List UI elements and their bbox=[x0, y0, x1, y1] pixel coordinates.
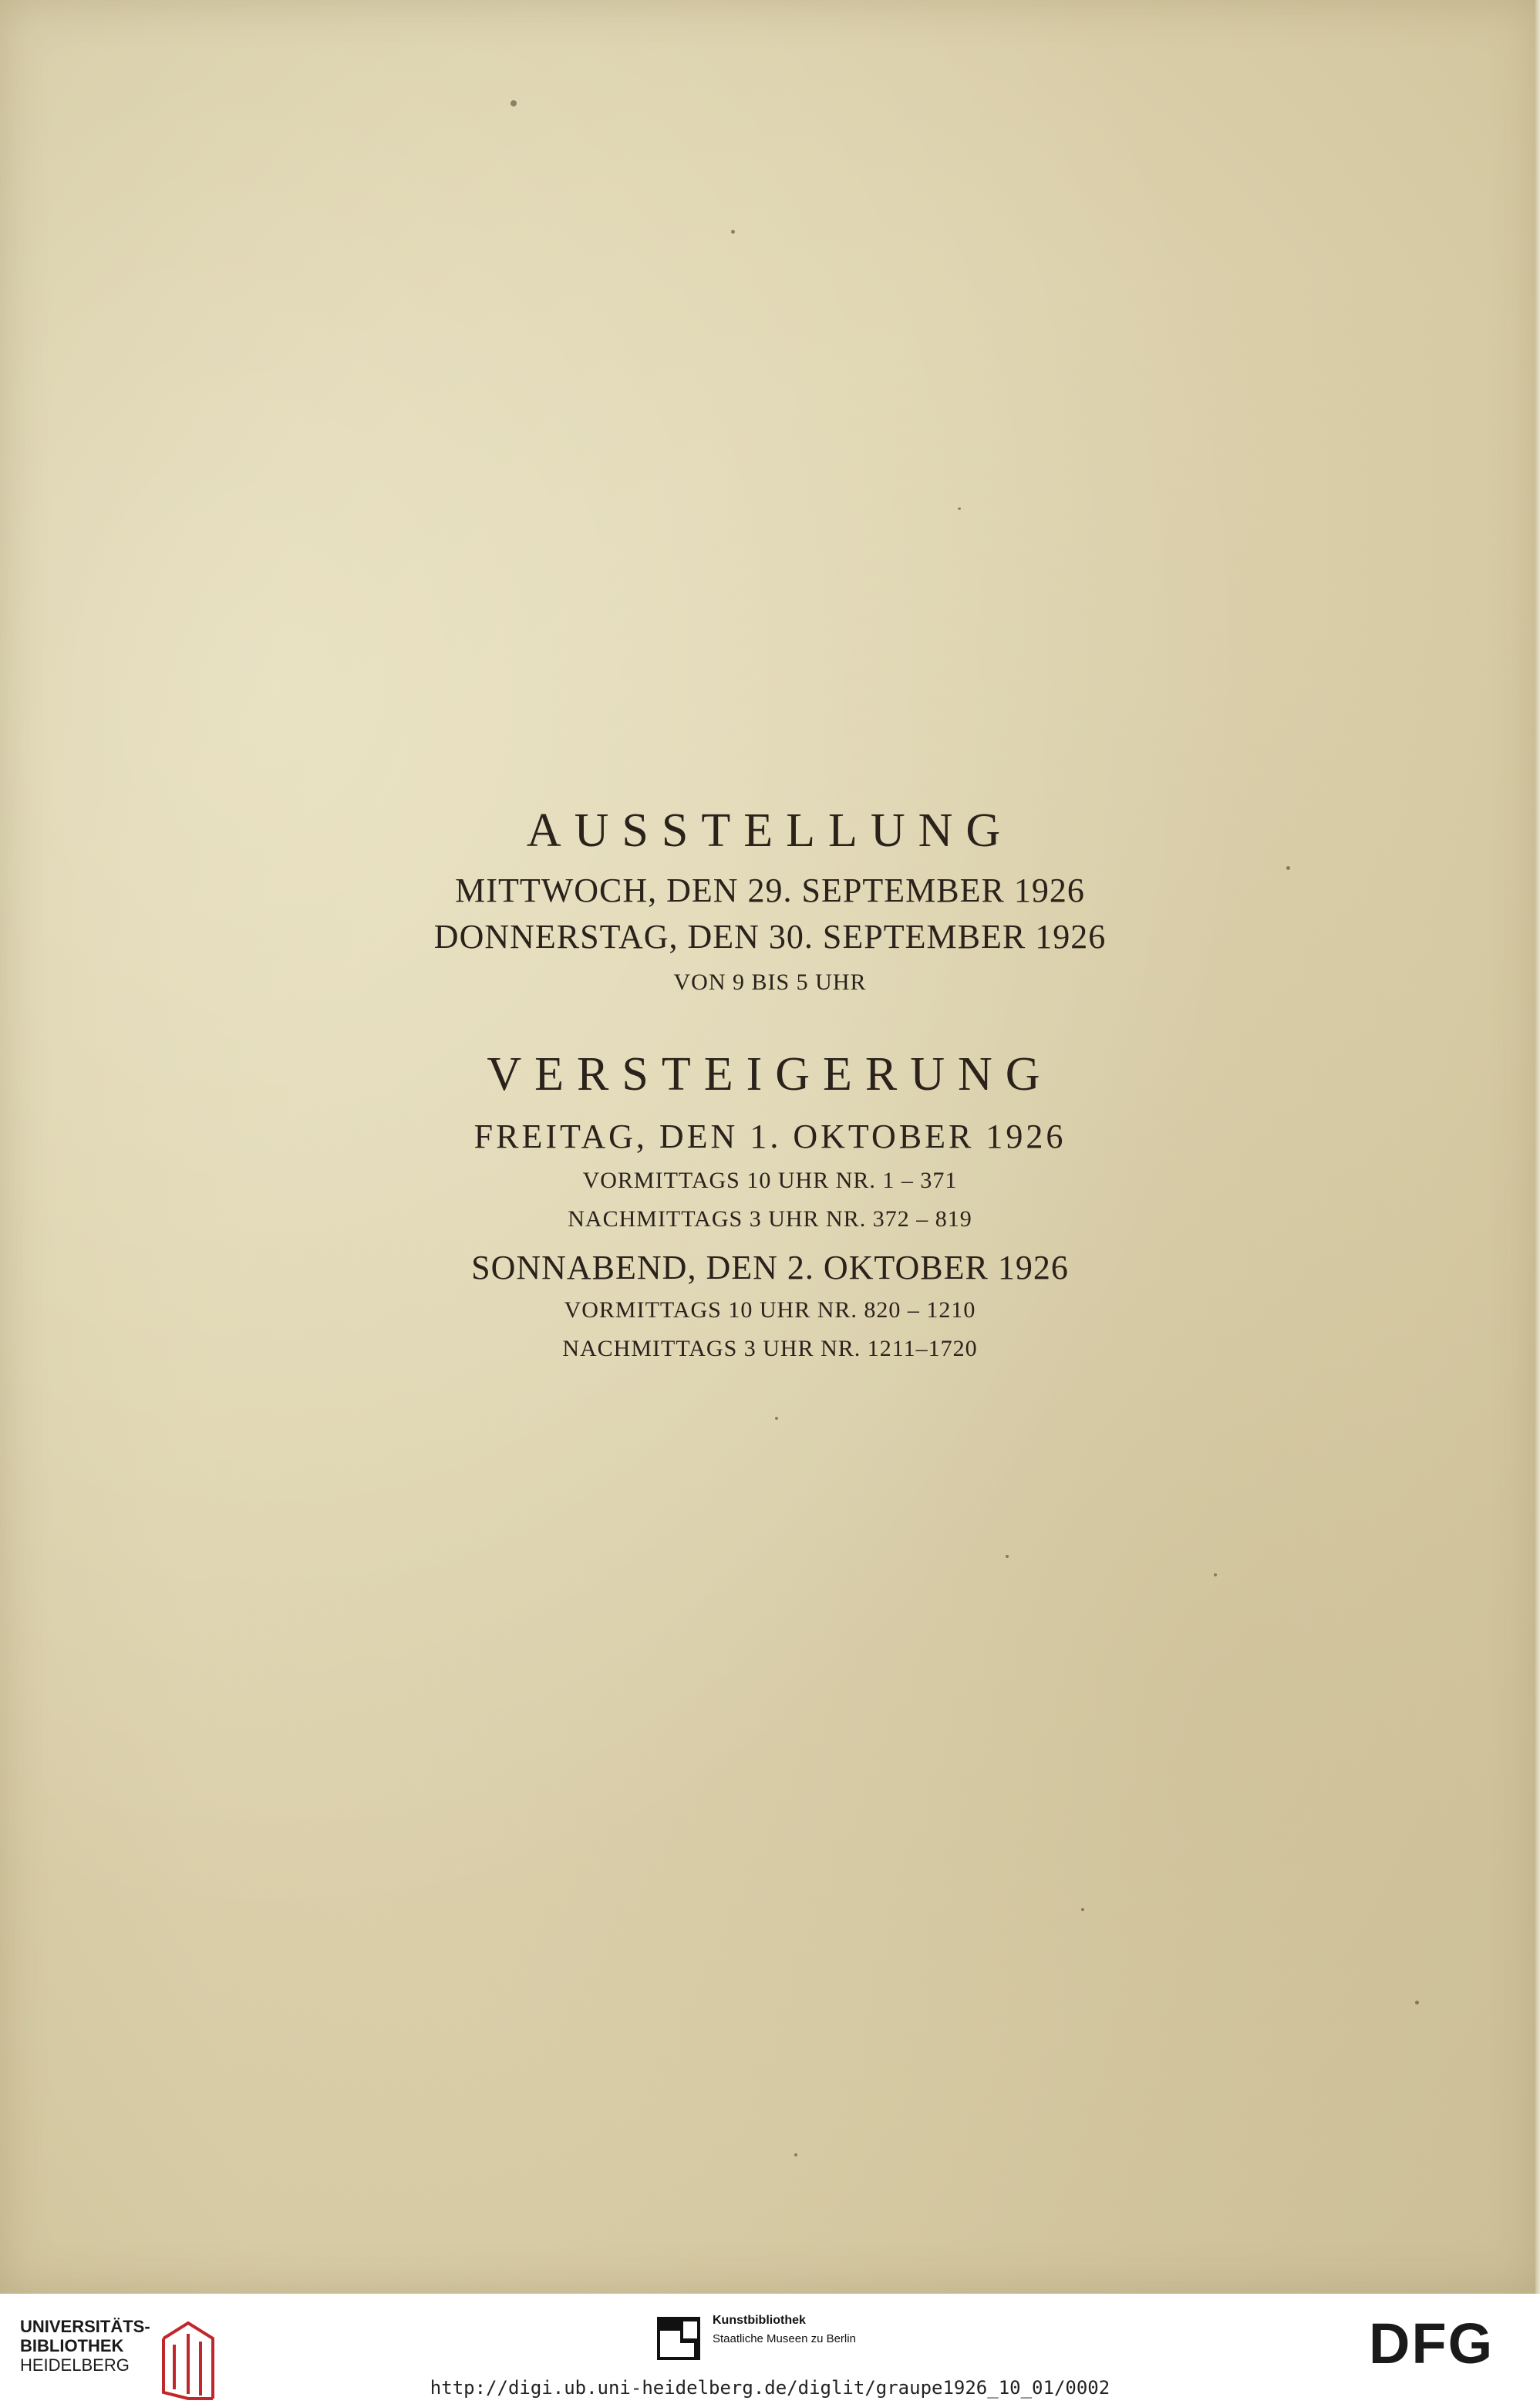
exhibition-hours: VON 9 BIS 5 UHR bbox=[673, 969, 867, 995]
dfg-logo-text: DFG bbox=[1369, 2317, 1495, 2371]
exhibition-section bbox=[0, 804, 1540, 857]
paper-speck bbox=[1081, 1908, 1084, 1911]
auction-day2-morning: VORMITTAGS 10 UHR NR. 820 – 1210 bbox=[564, 1297, 976, 1323]
footer-bar bbox=[0, 2294, 1540, 2404]
auction-day1-title-wrap bbox=[0, 1120, 1540, 1154]
ub-logo-line1: UNIVERSITÄTS- bbox=[20, 2317, 150, 2336]
permalink-url[interactable]: http://digi.ub.uni-heidelberg.de/diglit/graupe1926_10_01/0002 bbox=[430, 2377, 1110, 2399]
kunstbibliothek-subtitle: Staatliche Museen zu Berlin bbox=[713, 2332, 856, 2345]
exhibition-date-1: MITTWOCH, DEN 29. SEPTEMBER 1926 bbox=[455, 872, 1085, 909]
exhibition-date-1-wrap bbox=[0, 874, 1540, 908]
ub-logo-text bbox=[20, 2317, 150, 2375]
exhibition-hours-wrap bbox=[0, 971, 1540, 994]
paper-speck bbox=[794, 2153, 797, 2156]
paper-speck bbox=[1006, 1555, 1009, 1558]
paper-speck bbox=[958, 507, 961, 510]
auction-day2-morning-wrap bbox=[0, 1299, 1540, 1322]
auction-section bbox=[0, 1048, 1540, 1101]
paper-speck bbox=[775, 1417, 778, 1420]
auction-day1-morning: VORMITTAGS 10 UHR NR. 1 – 371 bbox=[582, 1168, 958, 1193]
auction-day2-title: SONNABEND, DEN 2. OKTOBER 1926 bbox=[471, 1249, 1069, 1286]
kunstbibliothek-icon bbox=[657, 2317, 700, 2360]
paper-speck bbox=[1214, 1573, 1217, 1576]
ub-logo-line2: BIBLIOTHEK bbox=[20, 2336, 124, 2355]
auction-heading: VERSTEIGERUNG bbox=[487, 1048, 1053, 1101]
auction-day1-title: FREITAG, DEN 1. OKTOBER 1926 bbox=[473, 1118, 1067, 1155]
kunstbibliothek-title: Kunstbibliothek bbox=[713, 2314, 806, 2327]
kunstbibliothek-logo[interactable] bbox=[657, 2311, 904, 2357]
paper-speck bbox=[1415, 2001, 1419, 2004]
auction-day1-afternoon: NACHMITTAGS 3 UHR NR. 372 – 819 bbox=[568, 1206, 972, 1232]
paper-speck bbox=[1286, 866, 1290, 870]
exhibition-heading: AUSSTELLUNG bbox=[526, 804, 1014, 857]
auction-day1-morning-wrap bbox=[0, 1169, 1540, 1192]
auction-day2-afternoon: NACHMITTAGS 3 UHR NR. 1211–1720 bbox=[562, 1336, 978, 1361]
auction-day2-afternoon-wrap bbox=[0, 1337, 1540, 1360]
ub-logo-line3: HEIDELBERG bbox=[20, 2355, 130, 2375]
exhibition-date-2-wrap bbox=[0, 920, 1540, 954]
auction-day2-title-wrap bbox=[0, 1251, 1540, 1285]
paper-speck bbox=[511, 100, 517, 106]
paper-speck bbox=[731, 230, 735, 234]
dfg-logo[interactable] bbox=[1369, 2317, 1523, 2371]
auction-day1-afternoon-wrap bbox=[0, 1208, 1540, 1231]
exhibition-date-2: DONNERSTAG, DEN 30. SEPTEMBER 1926 bbox=[433, 918, 1107, 956]
